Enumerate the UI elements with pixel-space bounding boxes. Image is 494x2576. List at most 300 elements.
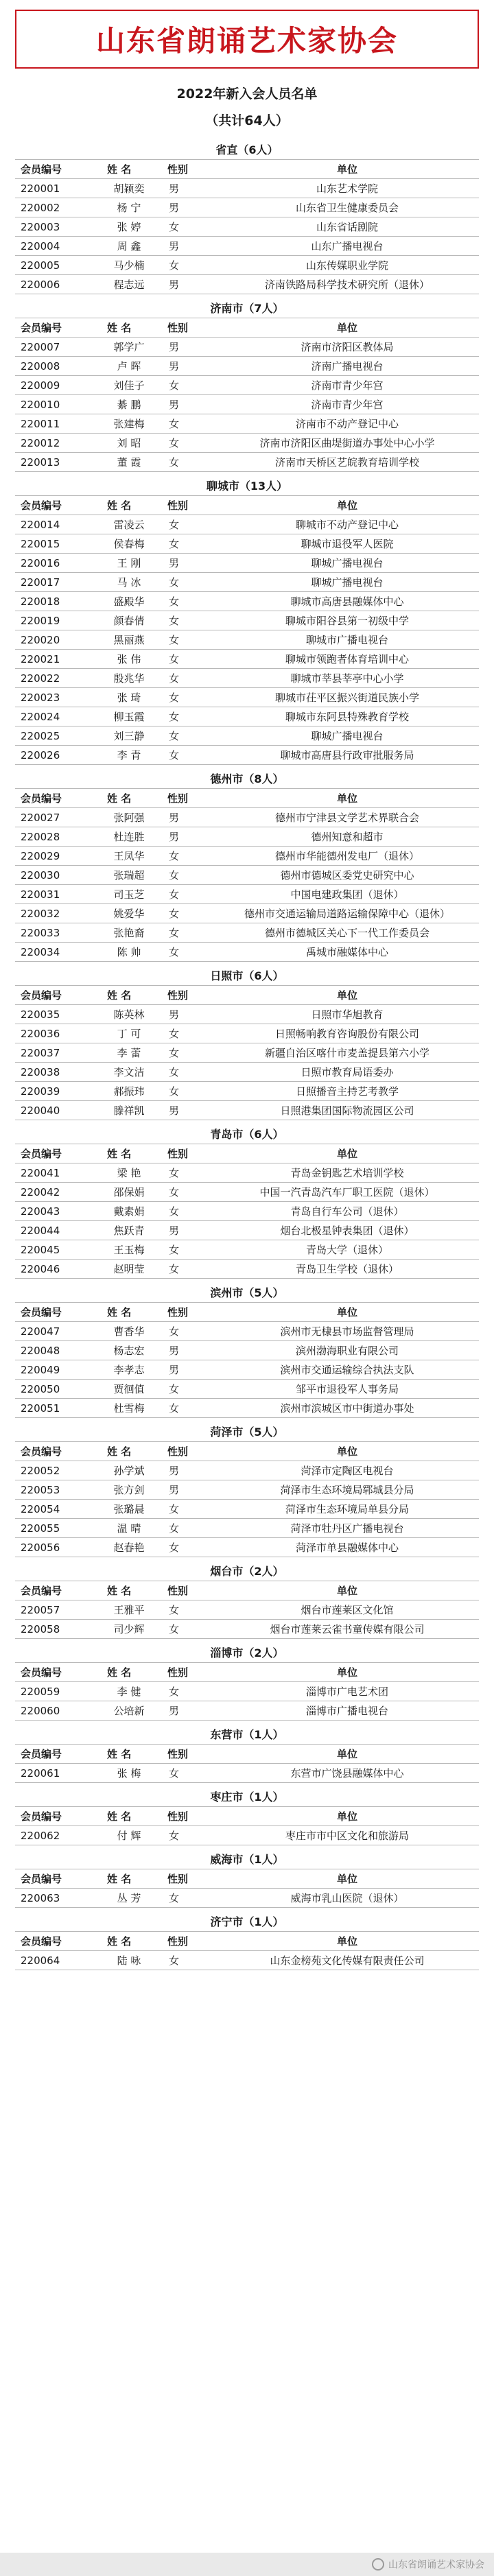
region-section [15,136,479,294]
table-row [15,923,479,943]
member-id: 220019 [15,611,96,630]
column-header-id: 会员编号 [15,1807,96,1826]
member-name: 王凤华 [96,847,162,866]
member-gender: 女 [162,534,215,554]
member-name: 张瑞超 [96,866,162,885]
member-name: 赵明莹 [96,1260,162,1279]
member-unit: 淄博市广播电视台 [215,1701,479,1721]
member-unit: 聊城市高唐县融媒体中心 [215,592,479,611]
member-unit: 日照市教育局语委办 [215,1063,479,1082]
column-header-gender: 性别 [162,1144,215,1163]
member-gender: 女 [162,1202,215,1221]
table-row [15,1360,479,1380]
member-id: 220052 [15,1461,96,1480]
member-unit: 山东金榜苑文化传媒有限责任公司 [215,1951,479,1970]
member-table [15,1441,479,1557]
section-title: 青岛市（6人） [210,1128,284,1141]
member-unit: 日照市华旭教育 [215,1005,479,1024]
member-gender: 女 [162,1063,215,1082]
member-gender: 女 [162,707,215,726]
table-row [15,376,479,395]
table-row [15,453,479,472]
org-name: 山东省朗诵艺术家协会 [95,24,398,58]
wechat-logo-icon [372,2558,384,2571]
member-id: 220064 [15,1951,96,1970]
member-gender: 女 [162,376,215,395]
member-id: 220004 [15,237,96,256]
member-id: 220017 [15,573,96,592]
member-unit: 济南铁路局科学技术研究所（退休） [215,275,479,294]
member-table [15,159,479,294]
table-row [15,1341,479,1360]
member-gender: 女 [162,592,215,611]
member-id: 220053 [15,1480,96,1500]
member-name: 张 婷 [96,217,162,237]
region-section [15,1845,479,1908]
member-id: 220024 [15,707,96,726]
member-name: 侯春梅 [96,534,162,554]
member-name: 张 梅 [96,1764,162,1783]
member-gender: 女 [162,746,215,765]
member-unit: 菏泽市生态环境局单县分局 [215,1500,479,1519]
member-unit: 聊城市茌平区振兴街道民族小学 [215,688,479,707]
member-table [15,495,479,765]
member-gender: 女 [162,847,215,866]
page [0,10,494,2576]
member-gender: 男 [162,1480,215,1500]
member-name: 董 霞 [96,453,162,472]
table-row [15,217,479,237]
column-header-id: 会员编号 [15,1663,96,1682]
member-gender: 女 [162,1951,215,1970]
member-name: 丛 芳 [96,1889,162,1908]
column-header-id: 会员编号 [15,1442,96,1461]
member-name: 李 青 [96,746,162,765]
member-id: 220036 [15,1024,96,1043]
member-gender: 男 [162,1461,215,1480]
table-row [15,1063,479,1082]
member-unit: 聊城市阳谷县第一初级中学 [215,611,479,630]
member-unit: 淄博市广电艺术团 [215,1682,479,1701]
member-name: 贾徊值 [96,1380,162,1399]
column-header-gender: 性别 [162,1807,215,1826]
table-row [15,1620,479,1639]
table-row [15,611,479,630]
member-gender: 女 [162,1889,215,1908]
member-id: 220048 [15,1341,96,1360]
column-header-unit: 单位 [215,986,479,1005]
member-name: 刘佳子 [96,376,162,395]
section-title: 济宁市（1人） [210,1915,284,1928]
member-gender: 男 [162,237,215,256]
member-gender: 女 [162,256,215,275]
member-gender: 女 [162,453,215,472]
column-header-name: 姓 名 [96,1303,162,1322]
watermark-bar [0,2553,494,2576]
member-gender: 男 [162,275,215,294]
member-gender: 女 [162,1620,215,1639]
member-id: 220043 [15,1202,96,1221]
member-id: 220046 [15,1260,96,1279]
member-gender: 女 [162,515,215,534]
section-title: 淄博市（2人） [210,1646,284,1659]
member-gender: 女 [162,866,215,885]
region-section [15,1557,479,1639]
member-gender: 男 [162,395,215,414]
table-header-row [15,1581,479,1600]
column-header-id: 会员编号 [15,1932,96,1951]
member-unit: 滨州市无棣县市场监督管理局 [215,1322,479,1341]
member-unit: 菏泽市生态环境局郓城县分局 [215,1480,479,1500]
member-gender: 女 [162,1043,215,1063]
column-header-name: 姓 名 [96,496,162,515]
member-name: 戴素娟 [96,1202,162,1221]
member-id: 220056 [15,1538,96,1557]
member-name: 陈 帅 [96,943,162,962]
member-name: 殷兆华 [96,669,162,688]
column-header-id: 会员编号 [15,789,96,808]
member-unit: 聊城市领跑者体育培训中心 [215,650,479,669]
member-name: 雷凌云 [96,515,162,534]
table-row [15,256,479,275]
table-header-row [15,789,479,808]
member-unit: 菏泽市单县融媒体中心 [215,1538,479,1557]
section-title: 枣庄市（1人） [210,1791,284,1804]
member-name: 陈英林 [96,1005,162,1024]
table-row [15,179,479,198]
table-row [15,650,479,669]
member-name: 刘三静 [96,726,162,746]
member-unit: 青岛卫生学校（退休） [215,1260,479,1279]
table-row [15,1951,479,1970]
member-id: 220060 [15,1701,96,1721]
member-name: 张 琦 [96,688,162,707]
member-id: 220035 [15,1005,96,1024]
member-unit: 济南广播电视台 [215,357,479,376]
member-id: 220057 [15,1600,96,1620]
column-header-id: 会员编号 [15,318,96,338]
table-row [15,554,479,573]
member-gender: 女 [162,1322,215,1341]
table-header-row [15,318,479,338]
member-gender: 女 [162,1024,215,1043]
member-unit: 济南市青少年宫 [215,395,479,414]
member-gender: 女 [162,923,215,943]
member-unit: 东营市广饶县融媒体中心 [215,1764,479,1783]
column-header-id: 会员编号 [15,1869,96,1889]
table-row [15,866,479,885]
column-header-unit: 单位 [215,496,479,515]
member-id: 220003 [15,217,96,237]
table-row [15,1682,479,1701]
member-unit: 聊城市退役军人医院 [215,534,479,554]
member-id: 220045 [15,1240,96,1260]
member-gender: 女 [162,217,215,237]
member-name: 曹香华 [96,1322,162,1341]
column-header-name: 姓 名 [96,1932,162,1951]
member-unit: 烟台市莲莱区文化馆 [215,1600,479,1620]
section-title: 日照市（6人） [210,969,284,982]
table-header-row [15,496,479,515]
member-unit: 聊城广播电视台 [215,726,479,746]
member-gender: 男 [162,198,215,217]
member-table [15,1869,479,1908]
member-unit: 烟台市莲莱云雀书童传媒有限公司 [215,1620,479,1639]
member-id: 220020 [15,630,96,650]
member-id: 220027 [15,808,96,827]
column-header-gender: 性别 [162,1442,215,1461]
member-gender: 女 [162,1399,215,1418]
column-header-unit: 单位 [215,160,479,179]
region-section [15,1120,479,1279]
member-gender: 女 [162,1500,215,1519]
table-row [15,943,479,962]
member-unit: 聊城市高唐县行政审批服务局 [215,746,479,765]
table-row [15,808,479,827]
member-gender: 女 [162,1380,215,1399]
member-unit: 新疆自治区喀什市麦盖提县第六小学 [215,1043,479,1063]
member-name: 丁 可 [96,1024,162,1043]
column-header-name: 姓 名 [96,160,162,179]
column-header-gender: 性别 [162,1581,215,1600]
member-name: 杨志宏 [96,1341,162,1360]
member-name: 焦跃青 [96,1221,162,1240]
table-row [15,515,479,534]
member-name: 赵春艳 [96,1538,162,1557]
member-id: 220040 [15,1101,96,1120]
region-section [15,1783,479,1845]
member-name: 张阿强 [96,808,162,827]
region-section [15,1908,479,1970]
column-header-name: 姓 名 [96,1745,162,1764]
member-id: 220014 [15,515,96,534]
member-gender: 女 [162,885,215,904]
page-title: 2022年新入会人员名单 [176,86,318,102]
table-row [15,1005,479,1024]
member-name: 李文洁 [96,1063,162,1082]
table-header-row [15,1807,479,1826]
table-row [15,1519,479,1538]
member-unit: 禹城市融媒体中心 [215,943,479,962]
column-header-name: 姓 名 [96,1663,162,1682]
table-row [15,746,479,765]
member-gender: 男 [162,1701,215,1721]
table-row [15,1701,479,1721]
table-row [15,592,479,611]
member-name: 张建梅 [96,414,162,434]
member-name: 颜春倩 [96,611,162,630]
member-gender: 女 [162,1600,215,1620]
region-section [15,294,479,472]
member-gender: 女 [162,688,215,707]
region-section [15,1639,479,1721]
member-name: 司玉芝 [96,885,162,904]
member-id: 220002 [15,198,96,217]
column-header-name: 姓 名 [96,1144,162,1163]
table-row [15,904,479,923]
member-id: 220011 [15,414,96,434]
table-row [15,1202,479,1221]
column-header-gender: 性别 [162,1745,215,1764]
column-header-gender: 性别 [162,160,215,179]
member-gender: 女 [162,1519,215,1538]
table-row [15,1240,479,1260]
column-header-unit: 单位 [215,1663,479,1682]
member-name: 周 鑫 [96,237,162,256]
member-name: 柳玉霞 [96,707,162,726]
member-gender: 男 [162,827,215,847]
member-name: 温 晴 [96,1519,162,1538]
section-title: 德州市（8人） [210,772,284,785]
member-unit: 聊城市莘县莘亭中心小学 [215,669,479,688]
table-row [15,434,479,453]
column-header-gender: 性别 [162,789,215,808]
member-gender: 女 [162,1183,215,1202]
member-unit: 邹平市退役军人事务局 [215,1380,479,1399]
member-id: 220054 [15,1500,96,1519]
column-header-id: 会员编号 [15,1745,96,1764]
member-id: 220001 [15,179,96,198]
member-unit: 德州市交通运输局道路运输保障中心（退休） [215,904,479,923]
member-name: 张 伟 [96,650,162,669]
column-header-id: 会员编号 [15,160,96,179]
table-header-row [15,1663,479,1682]
section-title: 威海市（1人） [210,1853,284,1866]
table-row [15,1183,479,1202]
member-name: 邵保娟 [96,1183,162,1202]
member-gender: 女 [162,943,215,962]
member-id: 220026 [15,746,96,765]
member-id: 220009 [15,376,96,395]
column-header-unit: 单位 [215,1442,479,1461]
member-unit: 菏泽市牡丹区广播电视台 [215,1519,479,1538]
member-unit: 菏泽市定陶区电视台 [215,1461,479,1480]
member-unit: 济南市济阳区教体局 [215,338,479,357]
member-unit: 中国电建政集团（退休） [215,885,479,904]
member-id: 220044 [15,1221,96,1240]
member-name: 李 健 [96,1682,162,1701]
member-unit: 德州知意和超市 [215,827,479,847]
member-name: 杜连胜 [96,827,162,847]
section-title: 济南市（7人） [210,302,284,315]
member-name: 杜雪梅 [96,1399,162,1418]
member-unit: 德州市华能德州发电厂（退休） [215,847,479,866]
member-unit: 济南市济阳区曲堤街道办事处中心小学 [215,434,479,453]
table-row [15,275,479,294]
member-id: 220032 [15,904,96,923]
member-name: 司少辉 [96,1620,162,1639]
member-unit: 滨州市滨城区市中街道办事处 [215,1399,479,1418]
member-id: 220016 [15,554,96,573]
member-id: 220031 [15,885,96,904]
column-header-unit: 单位 [215,318,479,338]
column-header-name: 姓 名 [96,1442,162,1461]
member-gender: 女 [162,630,215,650]
member-id: 220049 [15,1360,96,1380]
table-header-row [15,1745,479,1764]
member-table [15,1931,479,1970]
member-gender: 女 [162,1538,215,1557]
table-row [15,1889,479,1908]
column-header-name: 姓 名 [96,986,162,1005]
member-id: 220037 [15,1043,96,1063]
member-gender: 男 [162,179,215,198]
column-header-gender: 性别 [162,1303,215,1322]
table-header-row [15,1442,479,1461]
member-name: 胡颖奕 [96,179,162,198]
column-header-unit: 单位 [215,1745,479,1764]
member-id: 220006 [15,275,96,294]
member-name: 王玉梅 [96,1240,162,1260]
table-row [15,338,479,357]
table-row [15,1380,479,1399]
member-id: 220063 [15,1889,96,1908]
table-header-row [15,160,479,179]
table-row [15,1024,479,1043]
member-gender: 女 [162,726,215,746]
org-banner [15,10,479,69]
column-header-gender: 性别 [162,1663,215,1682]
member-unit: 德州市宁津县文学艺术界联合会 [215,808,479,827]
table-row [15,669,479,688]
column-header-gender: 性别 [162,986,215,1005]
table-header-row [15,1144,479,1163]
member-unit: 中国一汽青岛汽车厂职工医院（退休） [215,1183,479,1202]
member-gender: 男 [162,1341,215,1360]
section-title: 菏泽市（5人） [210,1426,284,1439]
member-name: 公培新 [96,1701,162,1721]
member-gender: 女 [162,1082,215,1101]
region-section [15,1418,479,1557]
member-table [15,1144,479,1279]
member-gender: 男 [162,808,215,827]
member-name: 郝振玮 [96,1082,162,1101]
member-gender: 男 [162,1360,215,1380]
member-unit: 青岛金钥匙艺术培训学校 [215,1163,479,1183]
region-section [15,472,479,765]
member-unit: 烟台北极星钟表集团（退休） [215,1221,479,1240]
member-name: 黑丽燕 [96,630,162,650]
member-name: 滕祥凯 [96,1101,162,1120]
table-row [15,1043,479,1063]
member-id: 220028 [15,827,96,847]
member-name: 李孝志 [96,1360,162,1380]
member-name: 李 蕾 [96,1043,162,1063]
member-gender: 男 [162,357,215,376]
table-row [15,395,479,414]
column-header-gender: 性别 [162,1932,215,1951]
member-id: 220030 [15,866,96,885]
member-unit: 青岛大学（退休） [215,1240,479,1260]
member-gender: 男 [162,1221,215,1240]
member-id: 220012 [15,434,96,453]
member-gender: 女 [162,904,215,923]
column-header-id: 会员编号 [15,1144,96,1163]
member-id: 220038 [15,1063,96,1082]
member-unit: 聊城市东阿县特殊教育学校 [215,707,479,726]
column-header-unit: 单位 [215,1869,479,1889]
member-name: 付 辉 [96,1826,162,1845]
table-row [15,1163,479,1183]
member-unit: 济南市青少年宫 [215,376,479,395]
member-gender: 女 [162,1682,215,1701]
member-id: 220025 [15,726,96,746]
member-id: 220059 [15,1682,96,1701]
column-header-gender: 性别 [162,318,215,338]
member-gender: 女 [162,434,215,453]
member-unit: 滨州渤海职业有限公司 [215,1341,479,1360]
member-unit: 枣庄市市中区文化和旅游局 [215,1826,479,1845]
